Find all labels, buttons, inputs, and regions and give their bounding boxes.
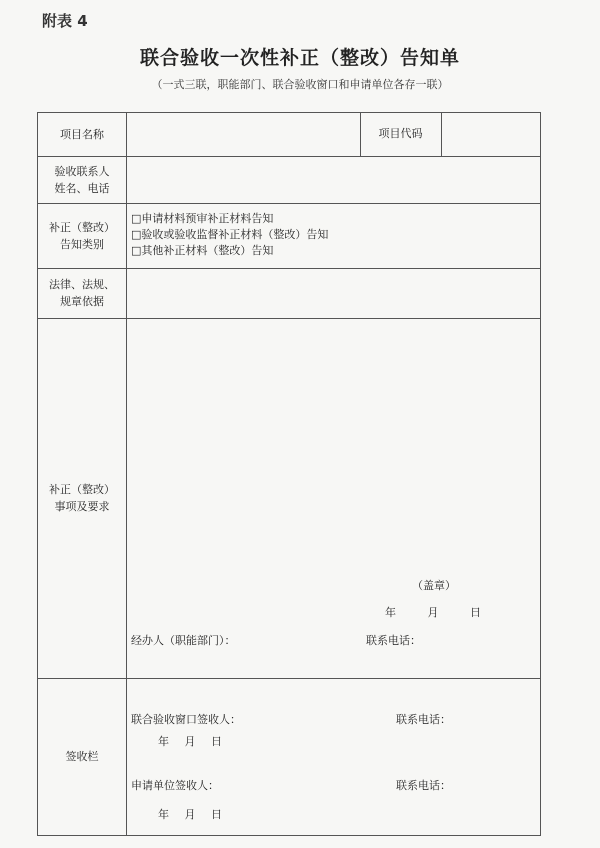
window-phone-label: 联系电话： — [396, 713, 451, 726]
document-title: 联合验收一次性补正（整改）告知单 — [139, 47, 460, 69]
type-option-other[interactable]: □其他补正材料（整改）告知 — [131, 244, 274, 257]
project-name-field[interactable] — [127, 114, 359, 155]
project-name-label: 项目名称 — [60, 128, 104, 141]
appendix-label: 附表 4 — [42, 12, 88, 30]
handler-label: 经办人（职能部门）： — [131, 634, 236, 647]
notice-type-label: 补正（整改） 告知类别 — [49, 220, 115, 251]
window-signer-label: 联合验收窗口签收人： — [131, 713, 241, 726]
sign-section-label: 签收栏 — [65, 750, 99, 763]
items-requirements-label: 补正（整改） 事项及要求 — [49, 483, 115, 513]
legal-basis-field[interactable] — [127, 269, 540, 317]
window-sign-date: 年 月 日 — [158, 735, 222, 748]
items-requirements-field[interactable] — [127, 319, 540, 569]
applicant-sign-date: 年 月 日 — [158, 808, 222, 821]
legal-basis-label: 法律、法规、 规章依据 — [49, 278, 115, 308]
applicant-signer-label: 申请单位签收人： — [131, 779, 219, 792]
applicant-phone-label: 联系电话： — [396, 779, 451, 792]
seal-label: （盖章） — [412, 579, 456, 592]
type-option-precheck[interactable]: □申请材料预审补正材料告知 — [131, 212, 274, 225]
contact-label: 验收联系人 姓名、电话 — [54, 164, 110, 195]
handler-phone-label: 联系电话： — [366, 634, 421, 647]
contact-field[interactable] — [127, 157, 540, 202]
type-option-inspection[interactable]: □验收或验收监督补正材料（整改）告知 — [131, 228, 329, 241]
document-subtitle: （一式三联，职能部门、联合验收窗口和申请单位各存一联） — [151, 78, 449, 91]
items-date: 年 月 日 — [385, 606, 481, 619]
project-code-field[interactable] — [442, 114, 540, 155]
notice-form-table — [37, 112, 541, 836]
project-code-label: 项目代码 — [378, 127, 423, 140]
